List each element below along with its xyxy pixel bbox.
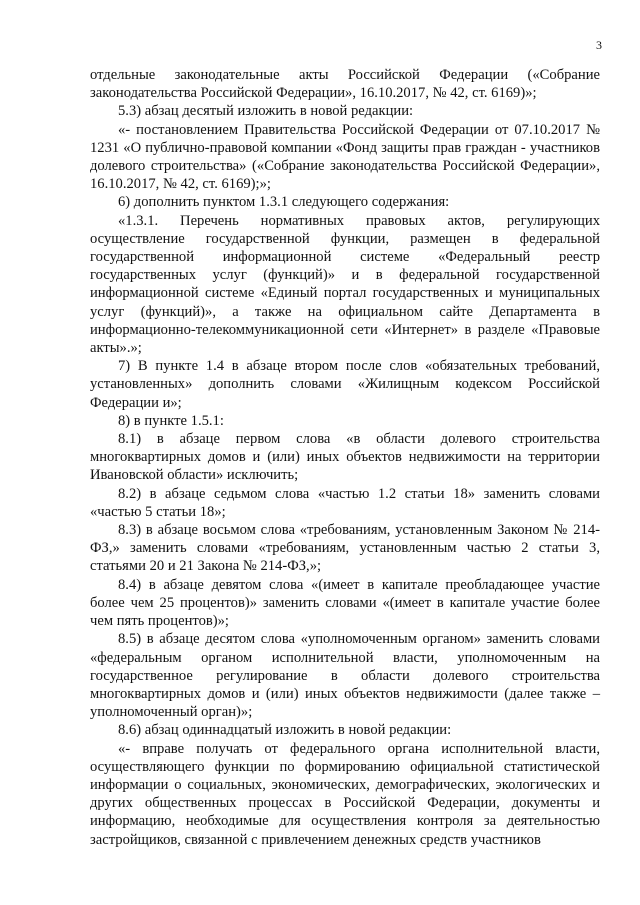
paragraph: 8.5) в абзаце десятом слова «уполномоченным органом» заменить словами «федеральным органом исполнительной власти, уполномоченным на государственное регулирование в области долевого строительства многоквартирных домов и (или) иных объектов недвижимости (далее также – уполномоченный орган)»; bbox=[90, 631, 600, 721]
paragraph: 8.4) в абзаце девятом слова «(имеет в капитале преобладающее участие более чем 25 процентов)» заменить словами «(имеет в капитале участие более чем пять процентов)»; bbox=[90, 576, 600, 630]
paragraph: 8) в пункте 1.5.1: bbox=[118, 412, 224, 429]
document-body bbox=[90, 66, 600, 849]
paragraph: «- вправе получать от федерального органа исполнительной власти, осуществляющего функции по формированию официальной статистической информации о социальных, экономических, демографических, экологических и других общественных процессах в Российской Федерации, документы и информацию, необходимые для осуществления контроля за деятельностью застройщиков, связанной с привлечением денежных средств участников bbox=[90, 740, 600, 848]
paragraph: 5.3) абзац десятый изложить в новой редакции: bbox=[118, 103, 414, 120]
paragraph: 8.6) абзац одиннадцатый изложить в новой редакции: bbox=[118, 722, 452, 739]
paragraph: 7) В пункте 1.4 в абзаце втором после слов «обязательных требований, установленных» дополнить словами «Жилищным кодексом Российской Федерации и»; bbox=[90, 358, 600, 411]
paragraph: 6) дополнить пунктом 1.3.1 следующего содержания: bbox=[118, 194, 450, 211]
page-number: 3 bbox=[596, 38, 602, 52]
paragraph: 8.1) в абзаце первом слова «в области долевого строительства многоквартирных домов и (или) иных объектов недвижимости на территории Ивановской области» исключить; bbox=[90, 431, 600, 484]
paragraph: 8.2) в абзаце седьмом слова «частью 1.2 статьи 18» заменить словами «частью 5 статьи 18»; bbox=[90, 485, 600, 520]
paragraph: «- постановлением Правительства Российской Федерации от 07.10.2017 № 1231 «О публично-правовой компании «Фонд защиты прав граждан - участников долевого строительства» («Собрание законодательства Российской Федерации», 16.10.2017, № 42, ст. 6169);»; bbox=[90, 121, 600, 193]
paragraph: отдельные законодательные акты Российской Федерации («Собрание законодательства Российской Федерации», 16.10.2017, № 42, ст. 6169)»; bbox=[90, 67, 600, 102]
paragraph: 8.3) в абзаце восьмом слова «требованиям, установленным Законом № 214-ФЗ,» заменить словами «требованиям, установленным частью 2 статьи 3, статьями 20 и 21 Закона № 214-ФЗ,»; bbox=[90, 522, 600, 575]
paragraph: «1.3.1. Перечень нормативных правовых актов, регулирующих осуществление государственной функции, размещен в федеральной государственной информационной системе «Федеральный реестр государственных услуг (функций)» и в федеральной государственной информационной системе «Единый портал государственных и муниципальных услуг (функций)», а также на официальном сайте Департамента в информационно-телекоммуникационной сети «Интернет» в разделе «Правовые акты».»; bbox=[90, 212, 600, 357]
